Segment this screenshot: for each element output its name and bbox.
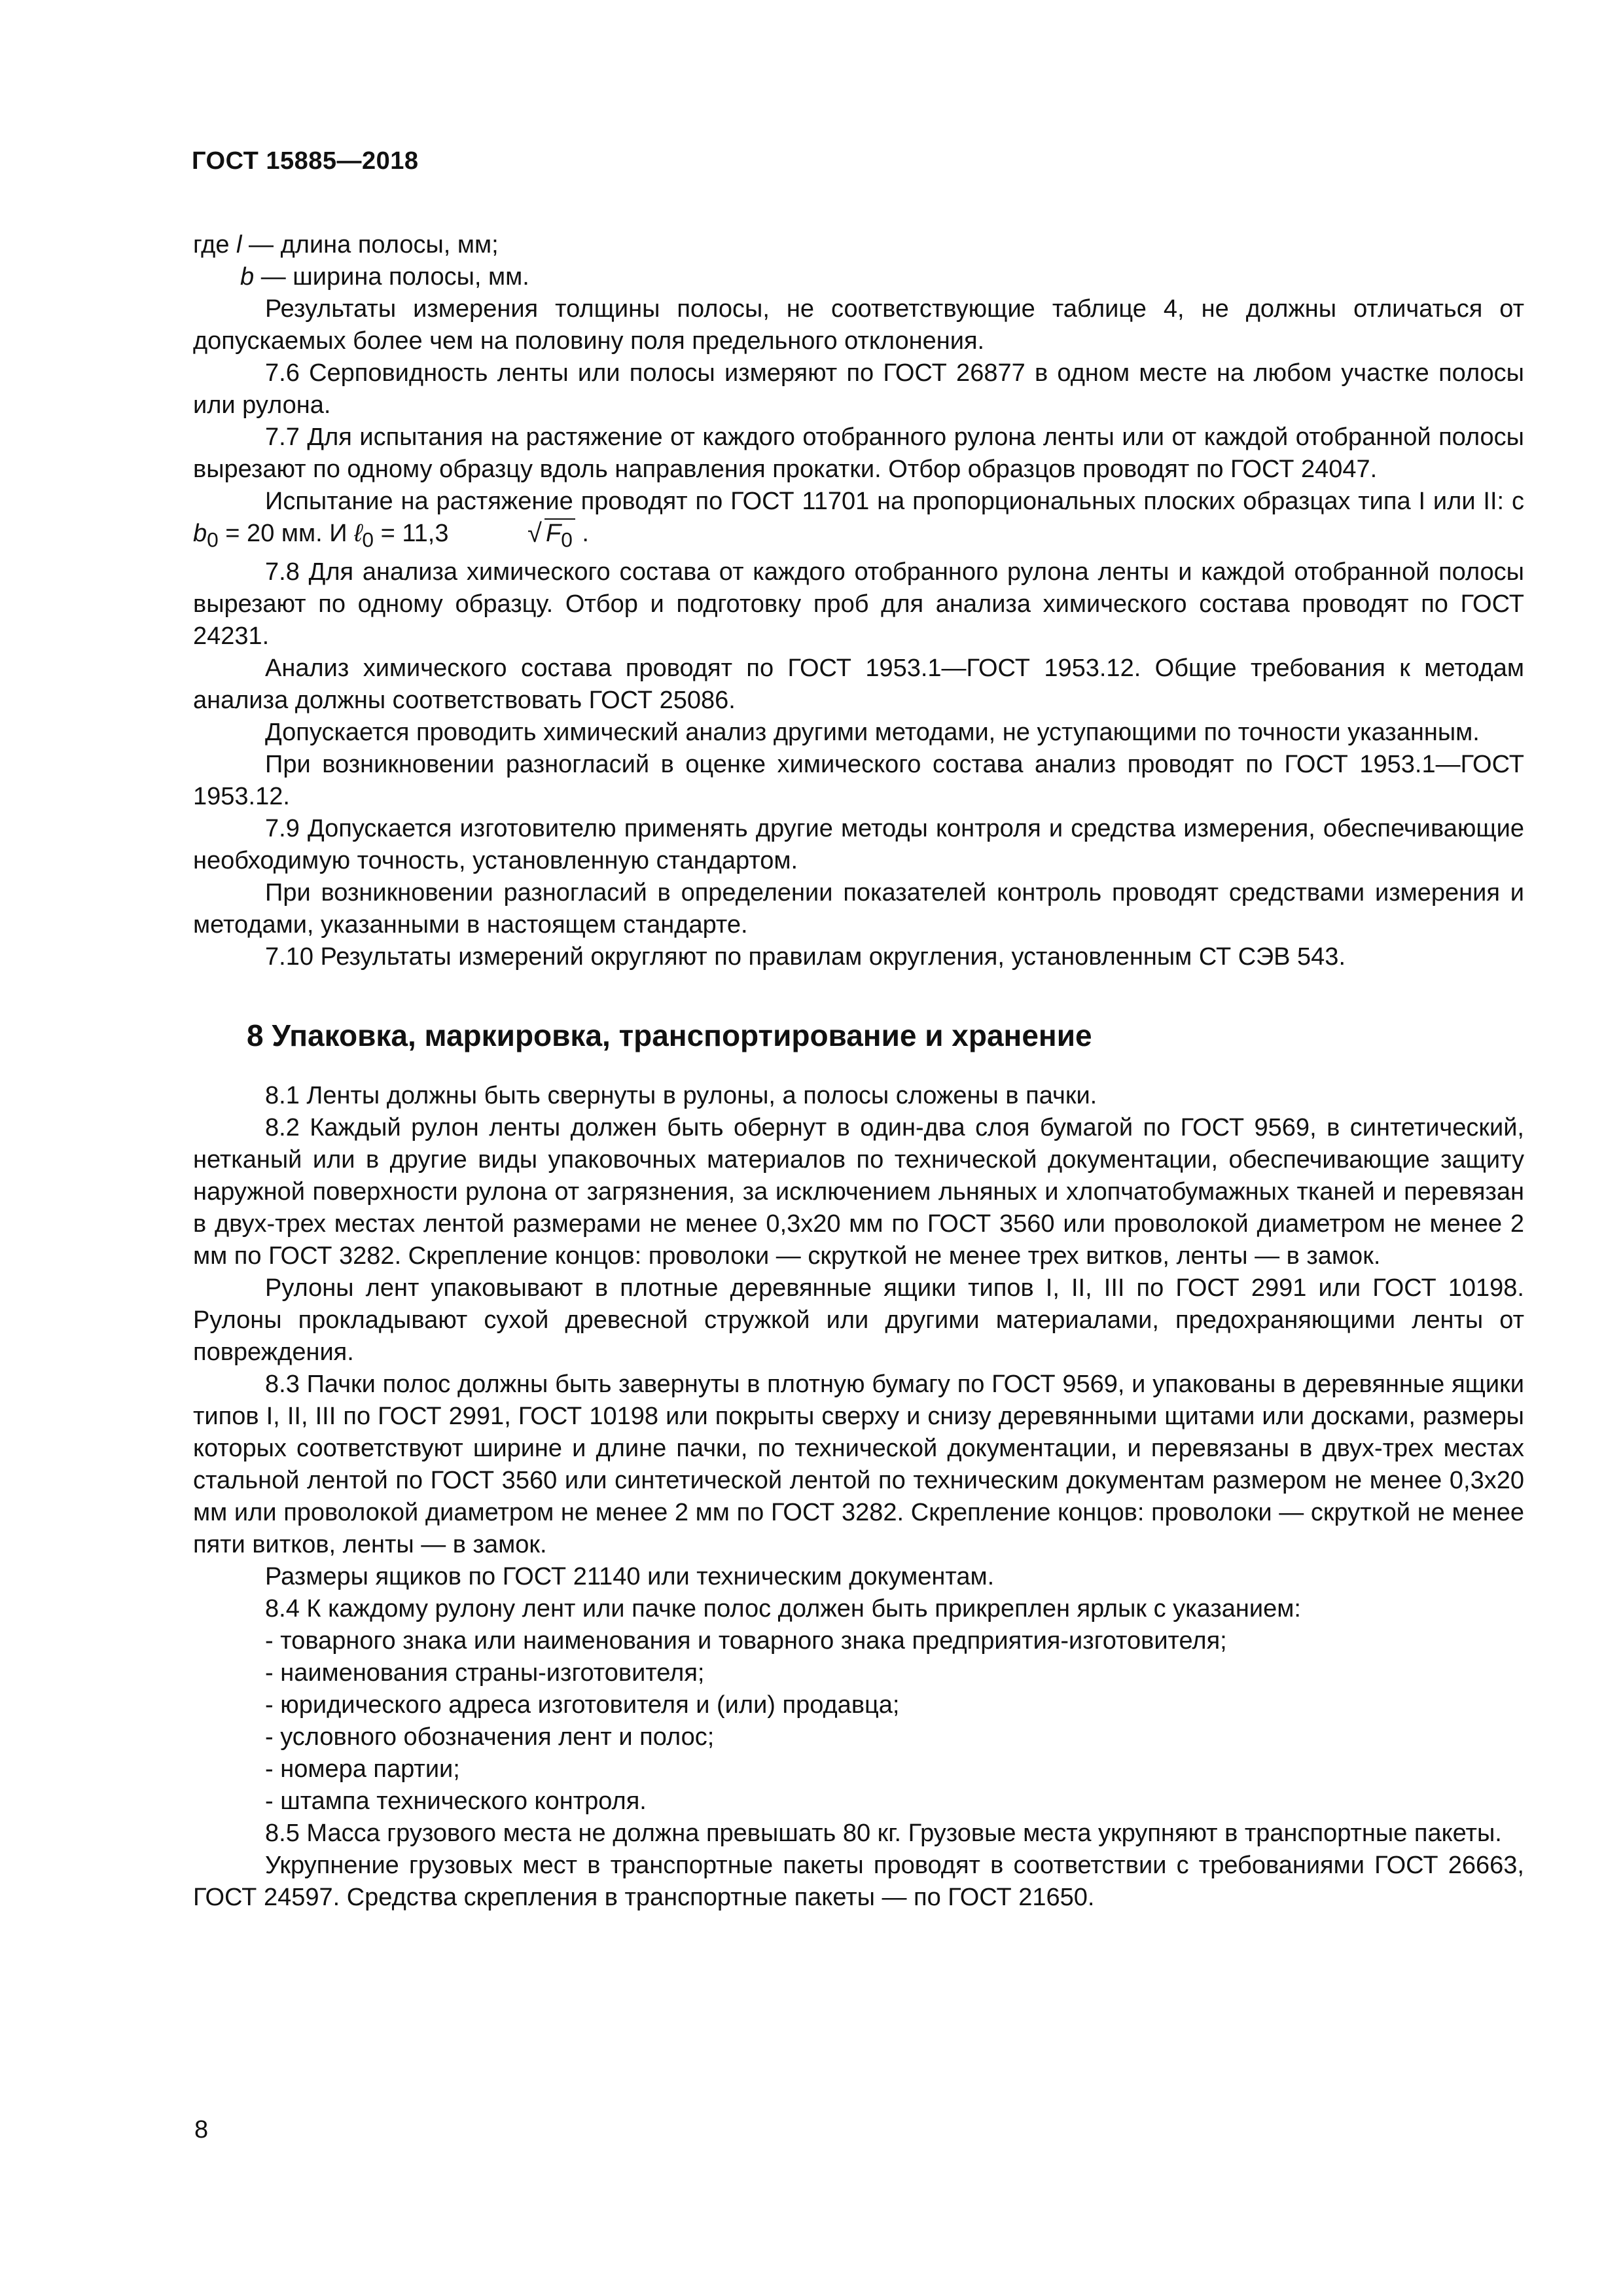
paragraph-7-6: 7.6 Серповидность ленты или полосы измеряют по ГОСТ 26877 в одном месте на любом участке полосы или рулона. xyxy=(193,359,1524,419)
paragraph-7-7: 7.7 Для испытания на растяжение от каждого отобранного рулона ленты или от каждой отобранной полосы вырезают по одному образцу вдоль направления прокатки. Отбор образцов проводят по ГОСТ 24047. xyxy=(193,423,1524,483)
page-number: 8 xyxy=(194,2116,209,2144)
paragraph-7-8-analysis: Анализ химического состава проводят по ГОСТ 1953.1—ГОСТ 1953.12. Общие требования к методам анализа должны соответствовать ГОСТ 25086. xyxy=(193,654,1524,714)
var-l: l xyxy=(236,231,242,259)
paragraph-8-4: 8.4 К каждому рулону лент или пачке полос должен быть прикреплен ярлык с указанием: xyxy=(265,1594,1301,1623)
formula-end: . xyxy=(575,520,589,547)
where-b-line xyxy=(193,261,1524,293)
document-code-header: ГОСТ 15885—2018 xyxy=(192,147,419,175)
where-l-line xyxy=(193,229,1524,261)
where-l-text: — длина полосы, мм; xyxy=(241,231,499,259)
list-item: - товарного знака или наименования и товарного знака предприятия-изготовителя; xyxy=(265,1626,1227,1655)
section-8-title: 8 Упаковка, маркировка, транспортирование и хранение xyxy=(247,1018,1092,1052)
subscript-zero: 0 xyxy=(207,528,219,552)
paragraph-8-2: 8.2 Каждый рулон ленты должен быть обернут в один-два слоя бумагой по ГОСТ 9569, в синтетический, нетканый или в другие виды упаковочных материалов по технической документации, обеспечивающие защиту наружной поверхности рулона от загрязнения, за исключением льняных и хлопчатобумажных тканей и перевязан в двух-трех местах лентой размерами не менее 0,3х20 мм по ГОСТ 3560 или проволокой диаметром не менее 2 мм по ГОСТ 3282. Скрепление концов: проволоки — скруткой не менее трех витков, ленты — в замок. xyxy=(193,1113,1524,1270)
list-item: - штампа технического контроля. xyxy=(265,1787,647,1815)
formula-equals: = 11,3 xyxy=(374,520,456,547)
list-item: - номера партии; xyxy=(265,1755,460,1783)
list-item: - условного обозначения лент и полос; xyxy=(265,1723,715,1751)
list-item: - наименования страны-изготовителя; xyxy=(265,1659,705,1687)
paragraph-7-8-disputes: При возникновении разногласий в оценке химического состава анализ проводят по ГОСТ 1953.1—ГОСТ 1953.12. xyxy=(193,750,1524,810)
paragraph-7-8: 7.8 Для анализа химического состава от каждого отобранного рулона ленты и каждой отобранной полосы вырезают по одному образцу. Отбор и подготовку проб для анализа химического состава проводят по ГОСТ 24231. xyxy=(193,558,1524,650)
paragraph-thickness-results: Результаты измерения толщины полосы, не соответствующие таблице 4, не должны отличаться от допускаемых более чем на половину поля предельного отклонения. xyxy=(193,295,1524,355)
paragraph-7-7-tensile xyxy=(193,486,1524,556)
paragraph-8-2-boxes: Рулоны лент упаковывают в плотные деревянные ящики типов I, II, III по ГОСТ 2991 или ГОСТ 10198. Рулоны прокладывают сухой древесной стружкой или другими материалами, предохраняющими ленты от повреждения. xyxy=(193,1274,1524,1366)
radical-sign-icon: √ xyxy=(527,519,542,548)
paragraph-8-5: 8.5 Масса грузового места не должна превышать 80 кг. Грузовые места укрупняют в транспортные пакеты. xyxy=(265,1819,1502,1847)
list-item: - юридического адреса изготовителя и (или) продавца; xyxy=(265,1691,900,1719)
paragraph-8-3-box-sizes: Размеры ящиков по ГОСТ 21140 или техническим документам. xyxy=(265,1562,995,1590)
paragraph-8-1: 8.1 Ленты должны быть свернуты в рулоны, а полосы сложены в пачки. xyxy=(265,1081,1097,1109)
tensile-text: Испытание на растяжение проводят по ГОСТ 11701 на пропорциональных плоских образцах типа I или II: с xyxy=(265,488,1524,515)
sqrt-formula xyxy=(455,518,575,556)
page-content xyxy=(193,229,1524,1914)
subscript-zero-3: 0 xyxy=(561,528,573,552)
radicand xyxy=(544,518,575,552)
paragraph-8-3: 8.3 Пачки полос должны быть завернуты в плотную бумагу по ГОСТ 9569, и упакованы в деревянные ящики типов I, II, III по ГОСТ 2991, ГОСТ 10198 или покрыты сверху и снизу деревянными щитами или досками, размеры которых соответствуют ширине и длине пачки, по технической документации, и перевязаны в двух-трех местах стальной лентой по ГОСТ 3560 или синтетической лентой по техническим документам размером не менее 0,3х20 мм или проволокой диаметром не менее 2 мм по ГОСТ 3282. Скрепление концов: проволоки — скруткой не менее пяти витков, ленты — в замок. xyxy=(193,1370,1524,1558)
where-prefix: где xyxy=(193,231,237,259)
paragraph-7-8-other-methods: Допускается проводить химический анализ другими методами, не уступающими по точности указанным. xyxy=(265,718,1480,746)
var-l0: ℓ xyxy=(354,520,363,547)
paragraph-7-10: 7.10 Результаты измерений округляют по правилам округления, установленным СТ СЭВ 543. xyxy=(265,942,1346,971)
subscript-zero-2: 0 xyxy=(362,528,374,552)
tensile-mid: = 20 мм. И xyxy=(218,520,355,547)
paragraph-7-9: 7.9 Допускается изготовителю применять другие методы контроля и средства измерения, обеспечивающие необходимую точность, установленную стандартом. xyxy=(193,814,1524,874)
var-b: b xyxy=(240,263,255,291)
paragraph-7-9-disputes: При возникновении разногласий в определении показателей контроль проводят средствами измерения и методами, указанными в настоящем стандарте. xyxy=(193,878,1524,939)
var-f0: F xyxy=(546,520,562,547)
where-b-text: — ширина полосы, мм. xyxy=(254,263,529,291)
var-b0: b xyxy=(193,520,207,547)
paragraph-8-5-packages: Укрупнение грузовых мест в транспортные пакеты проводят в соответствии с требованиями ГОСТ 26663, ГОСТ 24597. Средства скрепления в транспортные пакеты — по ГОСТ 21650. xyxy=(193,1851,1524,1911)
